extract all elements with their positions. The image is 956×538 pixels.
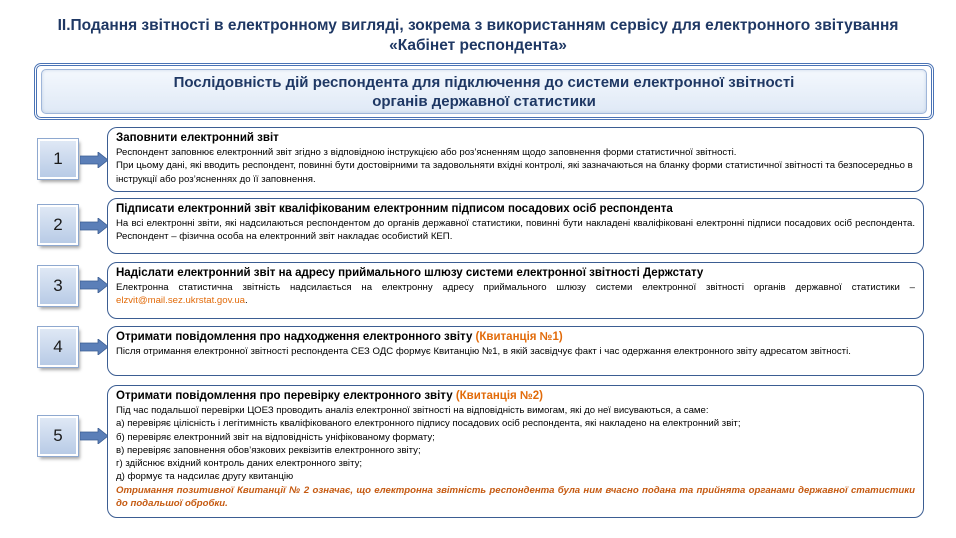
page-title-line-2: «Кабінет респондента» [389,37,567,54]
step-3-box [107,262,924,319]
step-5-note: Отримання позитивної Квитанції № 2 означає, що електронна звітність респондента була ним вчасно подана та прийнята органами державної статистики до подальшої обробки. [116,484,915,510]
receipt-1-label: (Квитанція №1) [475,331,563,343]
step-3-number: 3 [53,276,63,295]
step-2-arrow-icon [80,218,108,234]
step-1-number-badge [38,139,78,179]
step-5-box [107,385,924,518]
step-1-box [107,127,924,192]
step-5-line-2: а) перевіряє цілісність і легітимність кваліфікованого електронного підпису посадових осіб респондента, які накладено на електронний звіт; [116,418,741,430]
step-2-text-1: На всі електронні звіти, які надсилаються респондентом до органів державної статистики, повинні бути накладені кваліфіковані електронні підписи посадових осіб респондента. Респондент – фізична особа на електронний звіт накладає особистий КЕП. [116,218,915,243]
gateway-email-link[interactable]: elzvit@mail.sez.ukrstat.gov.ua [116,295,245,307]
step-1-text-2: При цьому дані, які вводить респондент, повинні бути достовірними та задовольняти вхідні контролі, які зазначаються на бланку форми статистичної звітності та безпосередньо в інструкції або роз’ясненнях до її заповнення. [116,160,913,185]
step-4-arrow-icon [80,339,108,355]
step-5-number: 5 [53,426,63,445]
step-1-number: 1 [53,149,63,168]
page-title [20,16,936,56]
step-4-title-text: Отримати повідомлення про надходження електронного звіту [116,331,476,343]
step-5-line-3: б) перевіряє електронний звіт на відповідність уніфікованому формату; [116,431,435,443]
step-4-number: 4 [53,337,63,356]
step-3-text [116,281,915,308]
step-2-title: Підписати електронний звіт кваліфікованим електронним підписом посадових осіб респондента [116,203,673,215]
step-3-number-badge [38,266,78,306]
step-5-line-4: в) перевіряє заповнення обов’язкових реквізитів електронного звіту; [116,444,421,456]
page-title-line-1: II.Подання звітності в електронному вигляді, зокрема з використанням сервісу для електронного звітування [57,17,899,34]
step-3-title: Надіслати електронний звіт на адресу приймального шлюзу системи електронної звітності Держстату [116,267,704,279]
banner-line-1: Послідовність дій респондента для підключення до системи електронної звітності [173,73,795,91]
step-1-arrow-icon [80,152,108,168]
sequence-banner-inner [41,69,927,114]
step-3-email-suffix: . [245,295,248,307]
step-3-arrow-icon [80,277,108,293]
step-1-text-1: Респондент заповнює електронний звіт згідно з відповідною інструкцією або роз’ясненням щодо заповнення форми статистичної звітності. [116,147,737,158]
step-3-text-1: Електронна статистична звітність надсилається на електронну адресу приймального шлюзу системи електронної звітності органів державної статистики – [116,282,915,293]
step-2-number: 2 [53,215,63,234]
step-5-title [116,388,915,404]
step-5-title-text: Отримати повідомлення про перевірку електронного звіту [116,390,456,402]
step-4-box [107,326,924,376]
step-2-number-badge [38,205,78,245]
step-4-number-badge [38,327,78,367]
step-5-arrow-icon [80,428,108,444]
step-1-title: Заповнити електронний звіт [116,132,279,144]
receipt-2-label: (Квитанція №2) [455,390,544,402]
step-5-line-5: г) здійснює вхідний контроль даних електронного звіту; [116,458,363,470]
step-5-line-6: д) формує та надсилає другу квитанцію [116,471,294,483]
step-4-text-1: Після отримання електронної звітності респондента СЕЗ ОДС формує Квитанцію №1, в якій засвідчує факт і час одержання електронного звіту адресатом звітності. [116,346,851,357]
banner-line-2: органів державної статистики [372,92,596,110]
sequence-banner [34,63,934,120]
step-5-line-1: Під час подальшої перевірки ЦОЕЗ проводить аналіз електронної звітності на відповідність вимогам, які до неї висуваються, а саме: [116,405,709,416]
step-4-title [116,329,915,345]
step-2-box [107,198,924,254]
step-5-number-badge [38,416,78,456]
